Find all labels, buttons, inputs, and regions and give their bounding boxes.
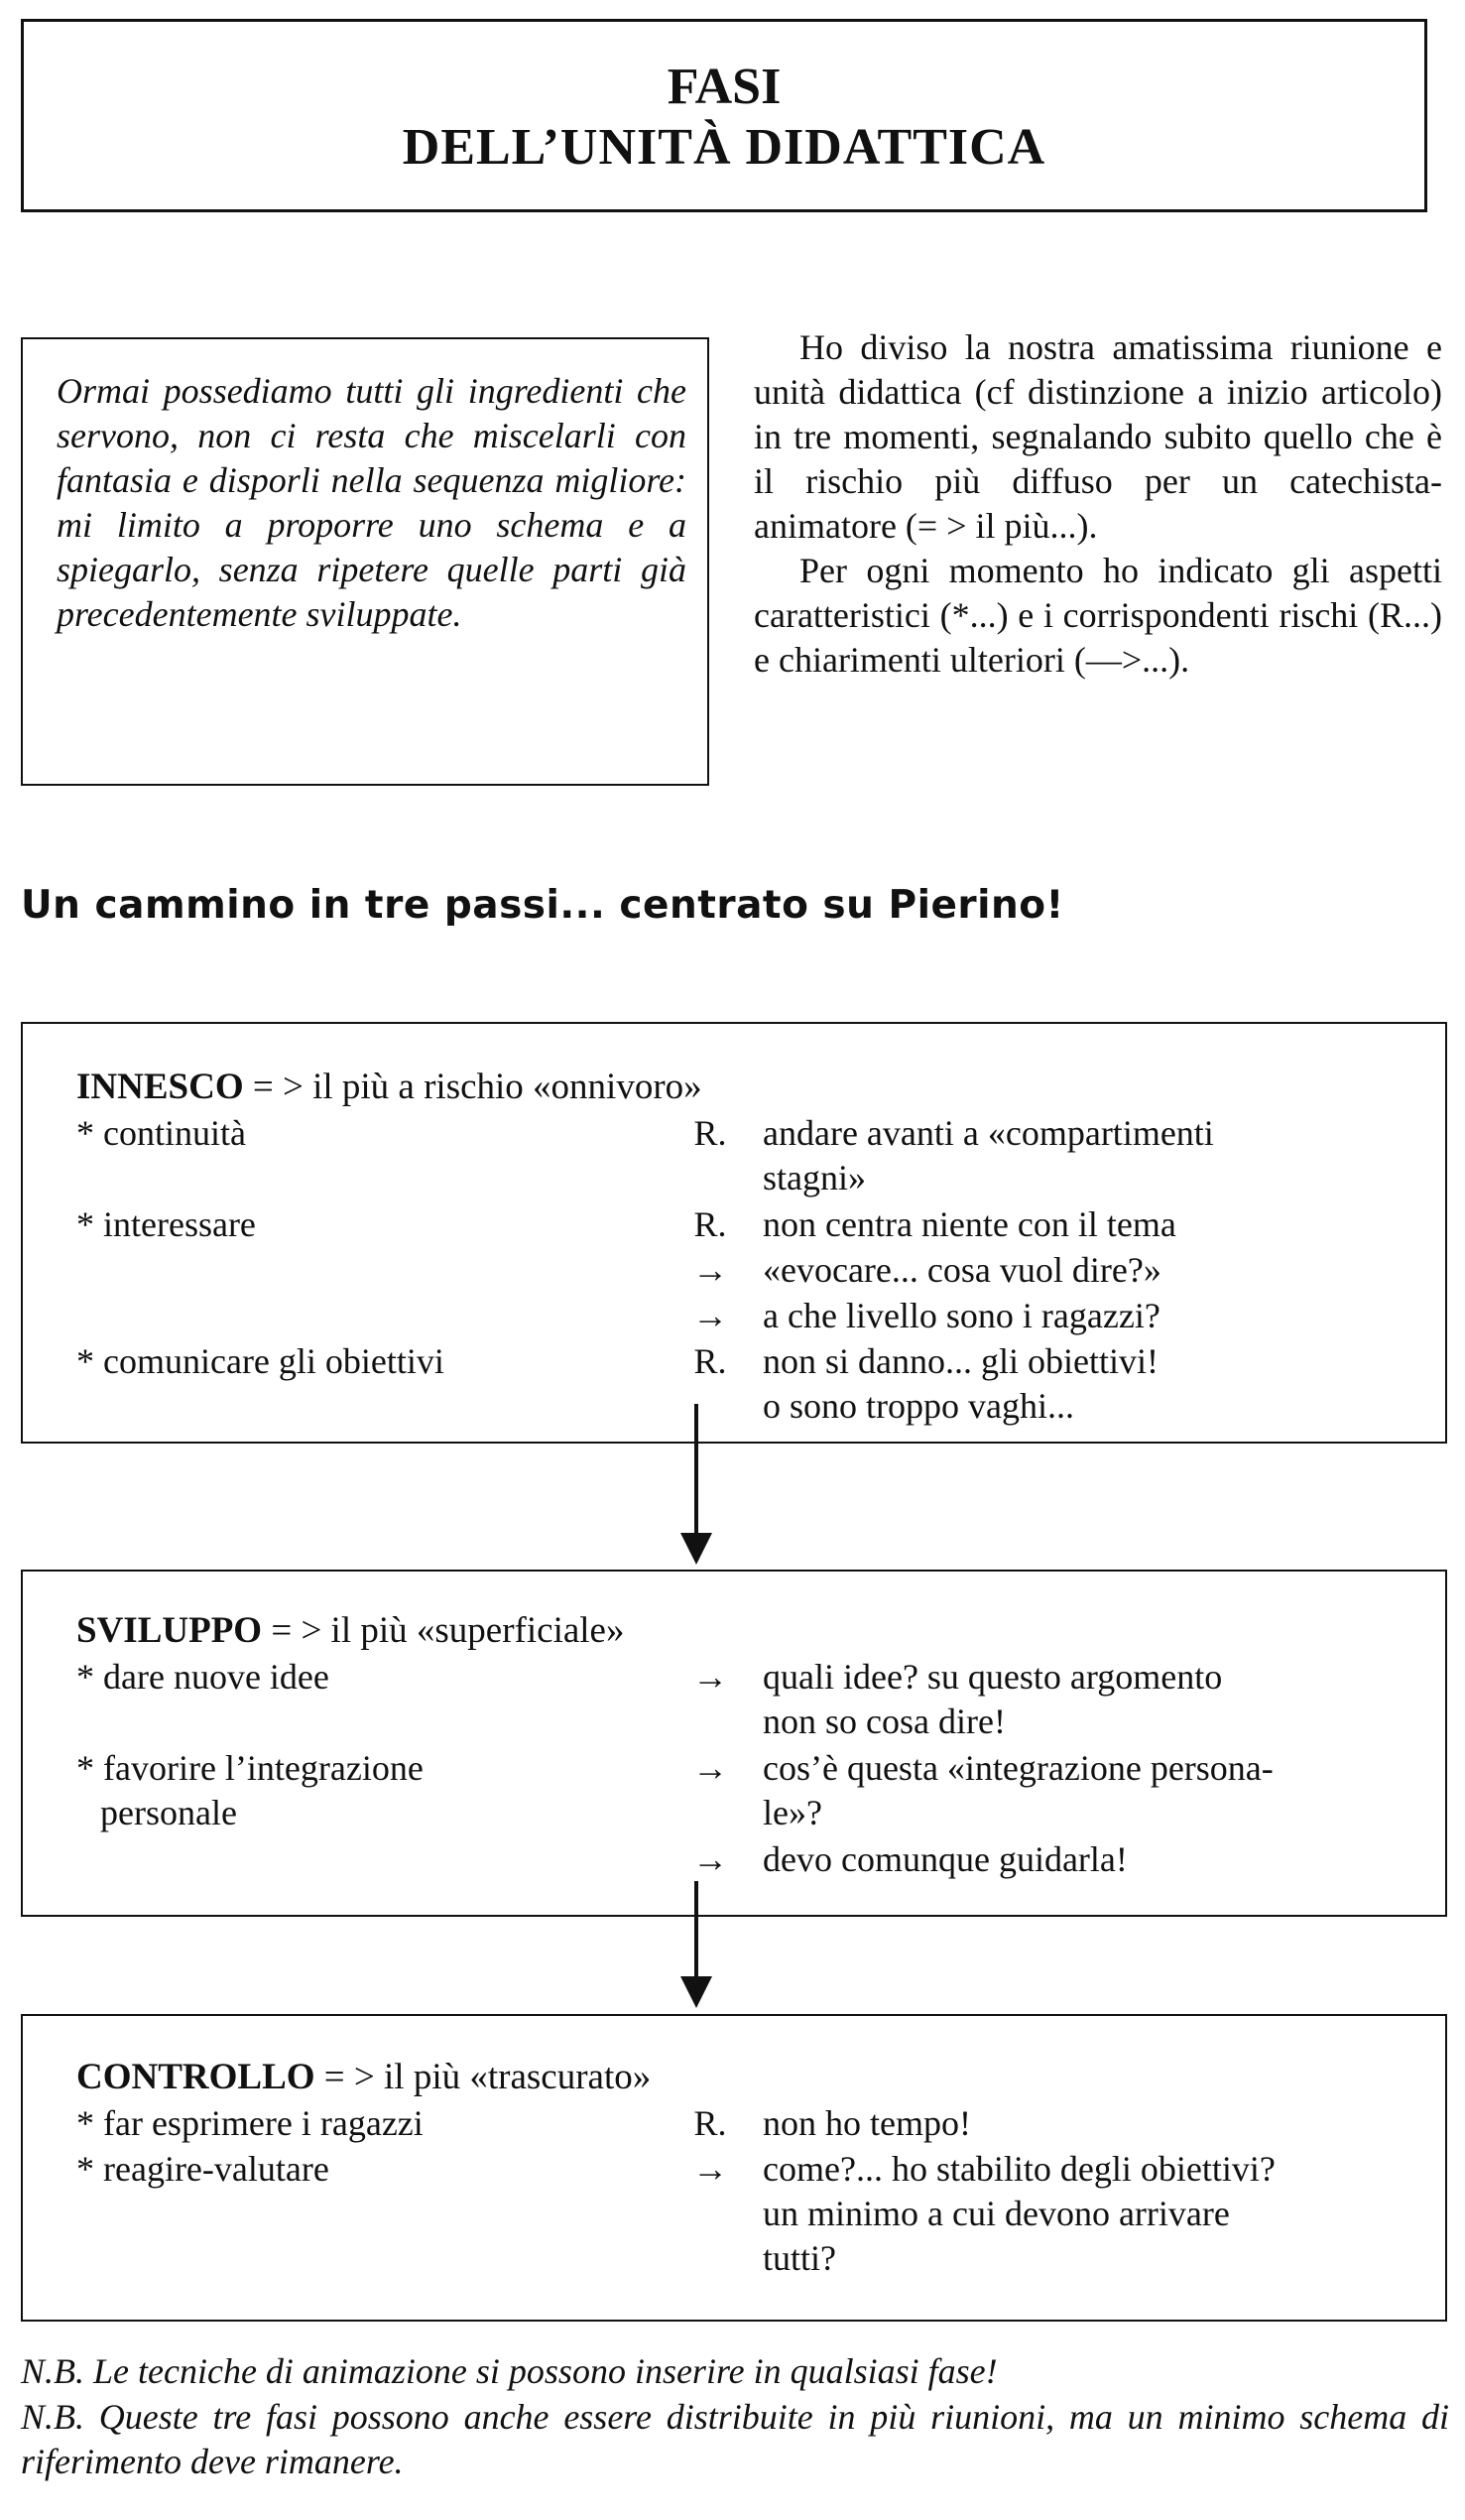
intro-box-text: Ormai possediamo tutti gli ingredienti che servono, non ci resta che miscelarli con fantasia e disporli nella sequenza migliore: mi limito a proporre uno schema e a spiegarlo, senza ripetere quelle parti già precedentemente sviluppate. (57, 371, 686, 634)
note: non si danno... gli obiettivi! (763, 1341, 1159, 1381)
phase-controllo (21, 2014, 1447, 2322)
note: non so cosa dire! (763, 1701, 1006, 1741)
note: a che livello sono i ragazzi? (763, 1296, 1160, 1335)
marker-arrow: → (692, 1748, 728, 1788)
flow-arrow-head (680, 1976, 712, 2008)
aspect: * dare nuove idee (76, 1657, 329, 1697)
phase-risk: = > il più «trascurato» (314, 2057, 652, 2097)
phase-name: SVILUPPO (76, 1610, 263, 1651)
phase-title (76, 1066, 702, 1108)
marker: R. (693, 1341, 727, 1381)
note: non ho tempo! (763, 2103, 971, 2143)
marker-arrow: → (692, 1250, 728, 1290)
aspect: * interessare (76, 1204, 256, 1244)
note: un minimo a cui devono arrivare (763, 2194, 1230, 2233)
intro-paragraph-1: Ho diviso la nostra amatissima riunione e unità didattica (cf distinzione a inizio articolo) in tre momenti, segnalando subito quello che è il rischio più diffuso per un catechista-animatore (= > il più...). (754, 327, 1442, 546)
marker: R. (693, 1113, 727, 1153)
note: devo comunque guidarla! (763, 1839, 1128, 1879)
note: andare avanti a «compartimenti (763, 1113, 1214, 1153)
aspect: * far esprimere i ragazzi (76, 2103, 424, 2143)
marker: R. (693, 1204, 727, 1244)
note: tutti? (763, 2238, 836, 2278)
marker-arrow: → (692, 1657, 728, 1697)
flow-arrow-shaft (694, 1404, 698, 1538)
note: «evocare... cosa vuol dire?» (763, 1250, 1161, 1290)
marker-arrow: → (692, 1296, 728, 1335)
note: le»? (763, 1793, 822, 1832)
aspect: personale (100, 1793, 237, 1832)
note: non centra niente con il tema (763, 1204, 1176, 1244)
aspect: * continuità (76, 1113, 246, 1153)
flow-arrow-shaft (694, 1881, 698, 1980)
title-line-1: FASI (667, 59, 782, 115)
phase-title (76, 1609, 624, 1652)
note-2: N.B. Queste tre fasi possono anche essere distribuite in più riunioni, ma un minimo schema di riferimento deve rimanere. (21, 2397, 1449, 2481)
note: o sono troppo vaghi... (763, 1386, 1074, 1426)
aspect: * comunicare gli obiettivi (76, 1341, 444, 1381)
note: cos’è questa «integrazione persona- (763, 1748, 1274, 1788)
flow-arrow-head (680, 1533, 712, 1565)
section-heading: Un cammino in tre passi... centrato su Pierino! (21, 883, 1064, 928)
note: come?... ho stabilito degli obiettivi? (763, 2149, 1276, 2189)
phase-name: CONTROLLO (76, 2057, 315, 2097)
title-box (21, 19, 1427, 212)
phase-sviluppo (21, 1570, 1447, 1917)
aspect: * reagire-valutare (76, 2149, 329, 2189)
phase-title (76, 2056, 651, 2098)
intro-box (21, 337, 709, 786)
note: stagni» (763, 1158, 866, 1197)
note: quali idee? su questo argomento (763, 1657, 1223, 1697)
aspect: * favorire l’integrazione (76, 1748, 424, 1788)
phase-risk: = > il più «superficiale» (262, 1610, 625, 1651)
title-line-2: DELL’UNITÀ DIDATTICA (402, 119, 1046, 176)
phase-risk: = > il più a rischio «onnivoro» (243, 1067, 702, 1107)
marker-arrow: → (692, 2149, 728, 2189)
marker-arrow: → (692, 1839, 728, 1879)
phase-innesco (21, 1022, 1447, 1444)
phase-name: INNESCO (76, 1067, 244, 1107)
marker: R. (693, 2103, 727, 2143)
intro-paragraph-2: Per ogni momento ho indicato gli aspetti caratteristici (*...) e i corrispondenti rischi (R...) e chiarimenti ulteriori (—>...). (754, 551, 1442, 680)
note-1: N.B. Le tecniche di animazione si possono inserire in qualsiasi fase! (21, 2351, 998, 2391)
intro-text (754, 325, 1442, 683)
